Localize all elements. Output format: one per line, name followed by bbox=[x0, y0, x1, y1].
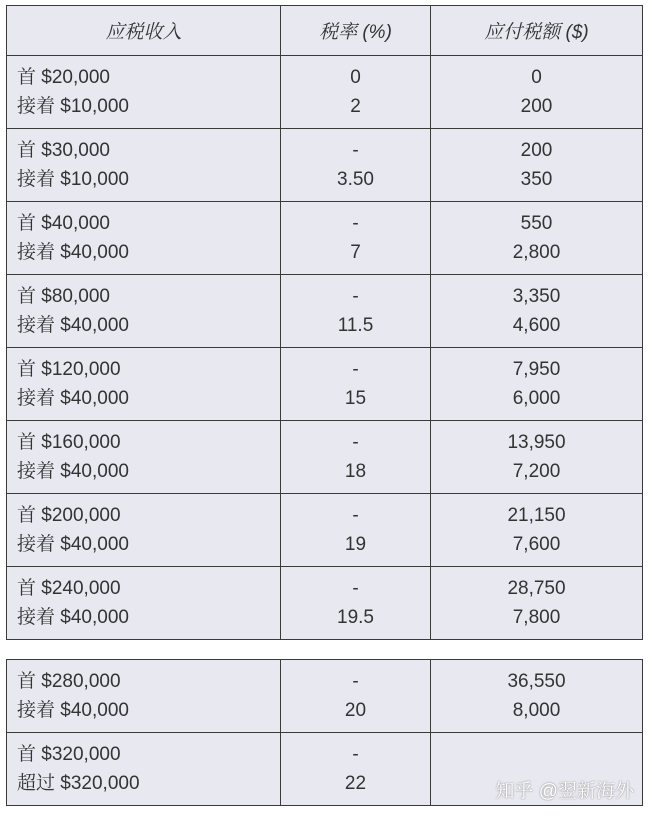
rate-cell-line: - bbox=[352, 505, 359, 526]
tax-cell-line: 7,950 bbox=[512, 359, 561, 380]
income-cell bbox=[7, 202, 281, 275]
income-cell bbox=[7, 660, 281, 733]
income-cell-line: 首 $120,000 bbox=[17, 359, 121, 380]
rate-cell bbox=[281, 129, 431, 202]
rate-cell-line: - bbox=[352, 213, 359, 234]
table-row bbox=[7, 275, 643, 348]
table-row bbox=[7, 567, 643, 640]
tax-cell-line: 4,600 bbox=[512, 315, 561, 336]
income-cell bbox=[7, 129, 281, 202]
income-cell-line: 接着 $40,000 bbox=[17, 534, 129, 555]
income-cell-line: 首 $200,000 bbox=[17, 505, 121, 526]
income-cell-line: 接着 $40,000 bbox=[17, 461, 129, 482]
income-cell bbox=[7, 56, 281, 129]
income-cell-line: 首 $30,000 bbox=[17, 140, 110, 161]
tax-cell-line: 3,350 bbox=[512, 286, 561, 307]
rate-cell-line: - bbox=[352, 286, 359, 307]
income-cell bbox=[7, 275, 281, 348]
table-row bbox=[7, 56, 643, 129]
rate-cell-line: 19.5 bbox=[337, 607, 374, 628]
tax-cell-line: 21,150 bbox=[507, 505, 566, 526]
tax-cell-line: 200 bbox=[520, 140, 553, 161]
rate-cell-line: - bbox=[352, 578, 359, 599]
income-cell bbox=[7, 494, 281, 567]
income-cell bbox=[7, 733, 281, 806]
tax-cell-line: 8,000 bbox=[512, 700, 561, 721]
tax-cell-line: 7,800 bbox=[512, 607, 561, 628]
income-cell-line: 首 $160,000 bbox=[17, 432, 121, 453]
rate-cell bbox=[281, 733, 431, 806]
rate-cell-line: - bbox=[352, 432, 359, 453]
rate-cell bbox=[281, 494, 431, 567]
header-row bbox=[7, 6, 643, 56]
rate-cell-line: 7 bbox=[350, 242, 361, 263]
rate-cell-line: - bbox=[352, 140, 359, 161]
tax-cell-line: 200 bbox=[520, 96, 553, 117]
rate-cell-line: 3.50 bbox=[337, 169, 374, 190]
rate-cell-line: 15 bbox=[344, 388, 367, 409]
rate-cell-line: 0 bbox=[350, 67, 361, 88]
header-tax-payable: 应付税额 ($) bbox=[431, 6, 643, 56]
rate-cell-line: 22 bbox=[344, 773, 367, 794]
rate-cell bbox=[281, 660, 431, 733]
rate-cell bbox=[281, 421, 431, 494]
income-cell-line: 接着 $40,000 bbox=[17, 607, 129, 628]
tax-cell bbox=[431, 275, 643, 348]
header-tax-rate: 税率 (%) bbox=[281, 6, 431, 56]
rate-cell-line: - bbox=[352, 744, 359, 765]
income-cell-line: 接着 $40,000 bbox=[17, 315, 129, 336]
header-taxable-income: 应税收入 bbox=[7, 6, 281, 56]
table-row bbox=[7, 202, 643, 275]
income-cell bbox=[7, 421, 281, 494]
income-cell-line: 首 $40,000 bbox=[17, 213, 110, 234]
table-row bbox=[7, 348, 643, 421]
tax-cell bbox=[431, 202, 643, 275]
rate-cell bbox=[281, 202, 431, 275]
income-cell-line: 首 $20,000 bbox=[17, 67, 110, 88]
income-cell-line: 超过 $320,000 bbox=[17, 773, 140, 794]
tax-cell-line: 7,200 bbox=[512, 461, 561, 482]
tax-cell-line: 0 bbox=[531, 67, 542, 88]
tax-cell-line: 7,600 bbox=[512, 534, 561, 555]
income-cell bbox=[7, 567, 281, 640]
tax-cell bbox=[431, 494, 643, 567]
rate-cell-line: 2 bbox=[350, 96, 361, 117]
tax-cell bbox=[431, 129, 643, 202]
income-cell-line: 接着 $40,000 bbox=[17, 700, 129, 721]
tax-cell bbox=[431, 56, 643, 129]
tax-table-top bbox=[6, 5, 643, 640]
table-row bbox=[7, 421, 643, 494]
tax-cell-line: 13,950 bbox=[507, 432, 566, 453]
tax-cell-line: 2,800 bbox=[512, 242, 561, 263]
rate-cell-line: 20 bbox=[344, 700, 367, 721]
tax-cell bbox=[431, 567, 643, 640]
rate-cell-line: - bbox=[352, 359, 359, 380]
table-row bbox=[7, 494, 643, 567]
rate-cell bbox=[281, 567, 431, 640]
table-row bbox=[7, 129, 643, 202]
income-cell-line: 首 $240,000 bbox=[17, 578, 121, 599]
tax-cell-line: 36,550 bbox=[507, 671, 566, 692]
income-cell-line: 接着 $10,000 bbox=[17, 96, 129, 117]
income-cell-line: 首 $80,000 bbox=[17, 286, 110, 307]
watermark: 知乎 @翌新海外 bbox=[495, 781, 634, 802]
tax-cell-line: 6,000 bbox=[512, 388, 561, 409]
income-cell-line: 接着 $10,000 bbox=[17, 169, 129, 190]
tax-cell bbox=[431, 348, 643, 421]
income-cell-line: 首 $320,000 bbox=[17, 744, 121, 765]
income-cell bbox=[7, 348, 281, 421]
rate-cell bbox=[281, 56, 431, 129]
rate-cell bbox=[281, 348, 431, 421]
tax-cell-line: 28,750 bbox=[507, 578, 566, 599]
tax-cell-line: 550 bbox=[520, 213, 553, 234]
tax-cell bbox=[431, 660, 643, 733]
rate-cell-line: 19 bbox=[344, 534, 367, 555]
tax-cell bbox=[431, 421, 643, 494]
rate-cell-line: 11.5 bbox=[337, 315, 374, 336]
income-cell-line: 首 $280,000 bbox=[17, 671, 121, 692]
rate-cell bbox=[281, 275, 431, 348]
rate-cell-line: 18 bbox=[344, 461, 367, 482]
tax-cell-line: 350 bbox=[520, 169, 553, 190]
rate-cell-line: - bbox=[352, 671, 359, 692]
income-cell-line: 接着 $40,000 bbox=[17, 388, 129, 409]
table-row bbox=[7, 660, 643, 733]
income-cell-line: 接着 $40,000 bbox=[17, 242, 129, 263]
